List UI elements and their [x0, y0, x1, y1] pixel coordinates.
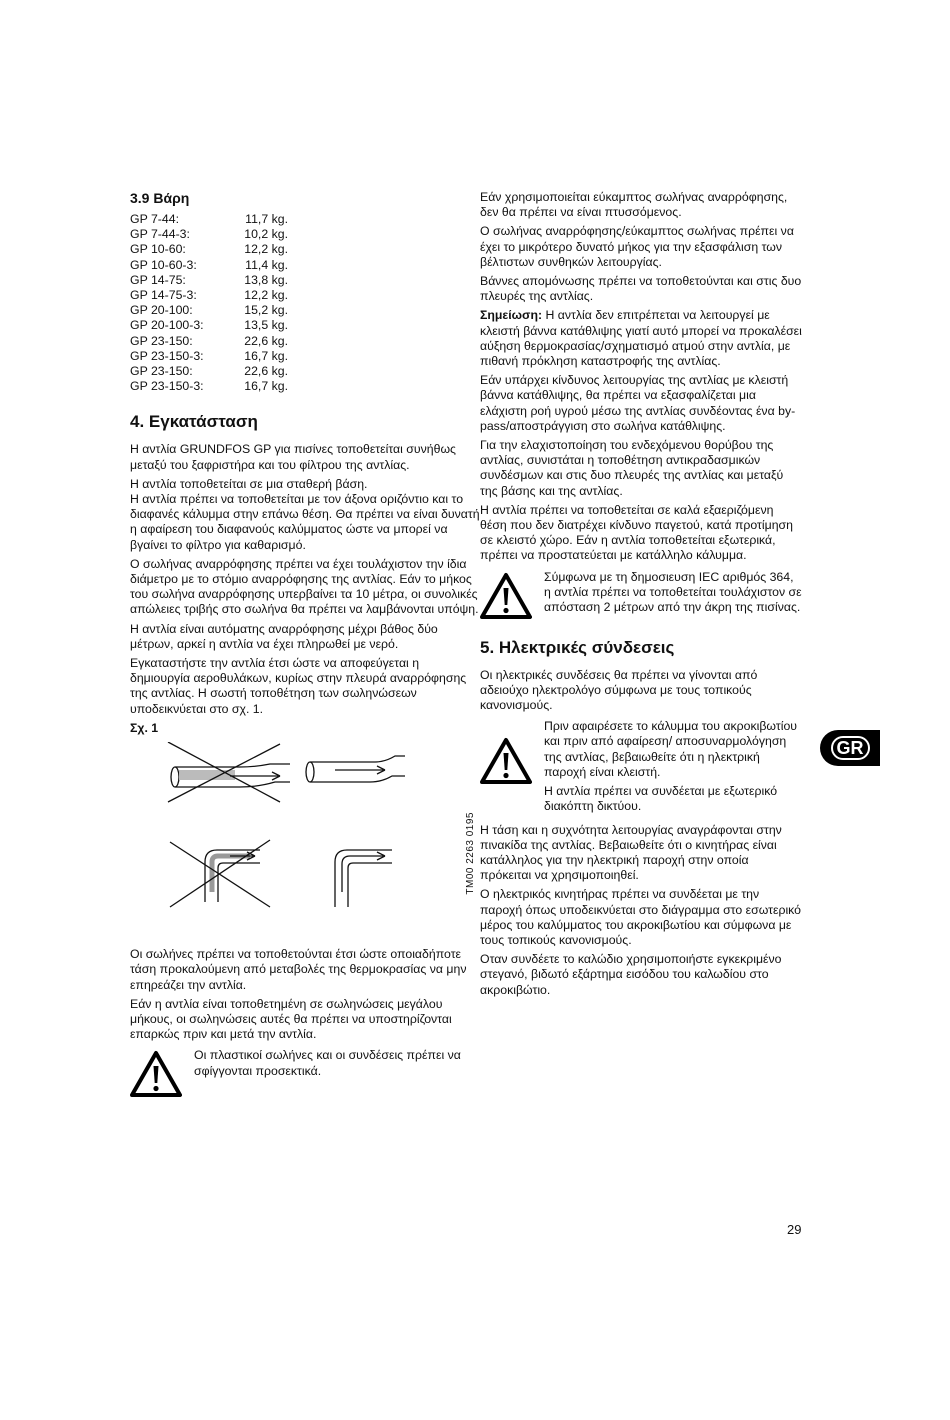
weight-model: GP 20-100-3: [130, 318, 204, 333]
weight-model: GP 7-44-3: [130, 227, 190, 242]
warning-text: Σύμφωνα με τη δημοσιευση IEC αριθμός 364, η αντλία πρέπει να τοποθετείται τουλάχιστον σε απόσταση 2 μέτρων από την άκρη της πισίνας. [544, 569, 802, 615]
warning-text: Οι πλαστικοί σωλήνες και οι συνδέσεις πρέπει να σφίγγονται προσεκτικά. [194, 1048, 461, 1078]
electric-paragraph: Οι ηλεκτρικές συνδέσεις θα πρέπει να γίνονται από αδειούχο ηλεκτρολόγο σύμφωνα με τους τοπικούς κανονισμούς. [480, 667, 758, 713]
warning-box [480, 570, 802, 620]
weight-value: 10,2 kg. [244, 227, 288, 242]
pipe-paragraph: Ο σωλήνας αναρρόφησης/εύκαμπτος σωλήνας πρέπει να έχει το μικρότερο δυνατό μήκος για την εξασφάλιση των βέλτιστων συνθηκών λειτουργίας. [480, 224, 794, 269]
note-label: Σημείωση: [480, 308, 543, 323]
weight-model: GP 23-150-3: [130, 348, 204, 363]
weight-model: GP 10-60-3: [130, 257, 197, 272]
figure-label: Σχ. 1 [130, 720, 159, 735]
weight-row [130, 349, 288, 364]
weight-model: GP 20-100: [130, 303, 193, 318]
weight-row [130, 379, 288, 394]
pipe-paragraph: Για την ελαχιστοποίηση του ενδεχόμενου θορύβου της αντλίας, συνιστάται η τοποθέτηση αντικραδασμικών συνδέσμων και στις δυο πλευρές της αντλίας και μεταξύ της βάσης και της αντλίας. [480, 438, 784, 498]
install-paragraph: Η αντλία τοποθετείται σε μια σταθερή βάση. [130, 476, 368, 491]
install-paragraph: Εγκαταστήστε την αντλία έτσι ώστε να αποφεύγεται η δημιουργία αεροθυλάκων, κυρίως στην πλευρά αναρρόφησης της αντλίας. Η σωστή τοποθέτηση των σωληνώσεων υποδεικνύεται στο σχ. 1. [130, 656, 467, 716]
electric-heading: 5. Ηλεκτρικές σύνδεσεις [480, 637, 675, 657]
weight-model: GP 14-75-3: [130, 288, 197, 303]
weight-model: GP 7-44: [130, 212, 179, 226]
weight-model: GP 23-150: [130, 333, 193, 348]
weights-heading: 3.9 Βάρη [130, 190, 190, 206]
wrong-pipe-sloped [168, 742, 290, 802]
weight-value: 11,7 kg. [245, 212, 288, 226]
note-paragraph [480, 308, 802, 369]
page-number: 29 [787, 1222, 802, 1237]
warning-text-part: Η αντλία πρέπει να συνδέεται με εξωτερικό διακόπτη δικτύου. [544, 784, 778, 814]
weight-value: 22,6 kg. [244, 364, 288, 379]
weight-row [130, 318, 288, 333]
warning-text [544, 719, 802, 814]
language-tab [820, 730, 880, 766]
weights-table [130, 212, 288, 394]
install-paragraph: Η αντλία πρέπει να τοποθετείται με τον άξονα οριζόντιο και το διαφανές κάλυμμα στην επάνω θέση. Θα πρέπει να είναι δυνατή η αφαίρεση του διαφανούς καλύμματος ώστε να μπορεί να βγαίνει το φίλτρο για καθαρισμό. [130, 492, 480, 552]
weight-value: 16,7 kg. [244, 348, 288, 363]
weight-value: 13,8 kg. [244, 272, 288, 287]
weight-value: 15,2 kg. [244, 303, 288, 318]
weight-row [130, 227, 288, 242]
weight-row [130, 273, 288, 288]
warning-triangle-icon [480, 572, 532, 620]
install-paragraph: Εάν η αντλία είναι τοποθετημένη σε σωληνώσεις μεγάλου μήκους, οι σωληνώσεις αυτές θα πρέπει να υποστηρίζονται επαρκώς πριν και μετά την αντλία. [130, 996, 452, 1042]
install-paragraph: Η αντλία είναι αυτόματης αναρρόφησης μέχρι βάθος δύο μέτρων, αρκεί η αντλία να έχει πληρωθεί με νερό. [130, 621, 438, 651]
install-paragraph: Ο σωλήνας αναρρόφησης πρέπει να έχει τουλάχιστον την ίδια διάμετρο με το στόμιο αναρρόφησης της αντλίας. Εάν το μήκος του σωλήνα αναρρόφησης υπερβαίνει τα 10 μέτρα, οι συνολικές απώλειες τριβής στο σωλήνα θα πρέπει να λαμβάνονται υπόψη. [130, 556, 479, 617]
left-column [130, 190, 480, 1106]
warning-triangle-icon [130, 1050, 182, 1098]
weight-value: 22,6 kg. [244, 333, 288, 348]
weight-row [130, 212, 288, 227]
weight-model: GP 23-150-3: [130, 379, 204, 394]
weight-row [130, 303, 288, 318]
weight-value: 13,5 kg. [244, 318, 288, 333]
pipe-paragraph: Η αντλία πρέπει να τοποθετείται σε καλά εξαεριζόμενη θέση που δεν διατρέχει κίνδυνο παγετού, κατά προτίμηση σε κλειστό χώρο. Εάν η αντλία τοποθετείται εξωτερικά, πρέπει να προστατεύεται με κατάλληλο κάλυμμα. [480, 502, 793, 563]
weight-row [130, 364, 288, 379]
electric-paragraph: Οταν συνδέετε το καλώδιο χρησιμοποιήστε εγκεκριμένο στεγανό, βιδωτό εξάρτημα εισόδου του καλωδίου στο ακροκιβώτιο. [480, 952, 782, 997]
pipe-paragraph: Εάν υπάρχει κίνδυνος λειτουργίας της αντλίας με κλειστή βάννα κατάθλιψης, θα πρέπει να εξασφαλίζεται μια ελάχιστη ροή υγρού μέσω της αντλίας συνδέοντας ένα by-pass/αποστράγγιση στο σωλήνα κατάθλιψης. [480, 373, 796, 433]
warning-box [480, 719, 802, 814]
warning-triangle-icon [480, 737, 532, 785]
pipe-paragraph: Βάννες απομόνωσης πρέπει να τοποθετούνται και στις δυο πλευρές της αντλίας. [480, 274, 802, 304]
weight-row [130, 242, 288, 257]
language-tab-label: GR [831, 736, 870, 760]
electric-paragraph: Η τάση και η συχνότητα λειτουργίας αναγράφονται στην πινακίδα της αντλίας. Βεβαιωθείτε ότι ο κινητήρας είναι κατάλληλος για την ηλεκτρική παροχή στην οποία πρόκειται να χρησιμοποιηθεί. [480, 822, 782, 883]
correct-pipe-elbow [335, 850, 392, 907]
weight-value: 16,7 kg. [244, 379, 288, 394]
weight-value: 11,4 kg. [245, 257, 288, 272]
weight-row [130, 288, 288, 303]
install-paragraph: Οι σωλήνες πρέπει να τοποθετούνται έτσι ώστε οποιαδήποτε τάση προκαλούμενη από μεταβολές της θερμοκρασίας να μην επηρεάζει την αντλία. [130, 947, 467, 992]
wrong-pipe-elbow [170, 840, 270, 907]
warning-text-part: Πριν αφαιρέσετε το κάλυμμα του ακροκιβωτίου και πριν από αφαίρεση/ αποσυναρμολόγηση της αντλίας, βεβαιωθείτε ότι η ηλεκτρική παροχή είναι κλειστή. [544, 719, 798, 779]
pipe-diagram [130, 742, 450, 927]
weight-model: GP 23-150: [130, 364, 193, 379]
right-column [480, 190, 802, 1002]
warning-box [130, 1048, 480, 1098]
pipe-paragraph: Εάν χρησιμοποιείται εύκαμπτος σωλήνας αναρρόφησης, δεν θα πρέπει να είναι πτυσσόμενος. [480, 190, 788, 220]
electric-paragraph: Ο ηλεκτρικός κινητήρας πρέπει να συνδέεται με την παροχή όπως υποδεικνύεται στο διάγραμμα στο εσωτερικό μέρος του καλύμματος του ακροκιβωτίου και σύμφωνα με τους τοπικούς κανονισμούς. [480, 887, 802, 947]
weight-row [130, 258, 288, 273]
pipe-figure [130, 742, 480, 937]
note-text: Η αντλία δεν επιτρέπεται να λειτουργεί με κλειστή βάννα κατάθλιψης γιατί αυτό μπορεί να προκαλέσει αύξηση θερμοκρασίας/σχηματισμό ατμού στην αντλία, με πιθανή πρόκληση καταστροφής της αντλίας. [480, 308, 802, 369]
correct-pipe-straight [306, 756, 405, 782]
install-heading: 4. Εγκατάσταση [130, 412, 258, 432]
weight-model: GP 10-60: [130, 242, 186, 257]
install-paragraph: Η αντλία GRUNDFOS GP για πισίνες τοποθετείται συνήθως μεταξύ του ξαφριστήρα και του φίλτρου της αντλίας. [130, 442, 456, 472]
weight-row [130, 334, 288, 349]
weight-model: GP 14-75: [130, 272, 186, 287]
figure-code: TM00 2263 0195 [464, 812, 476, 895]
weight-value: 12,2 kg. [244, 288, 288, 303]
weight-value: 12,2 kg. [244, 242, 288, 257]
